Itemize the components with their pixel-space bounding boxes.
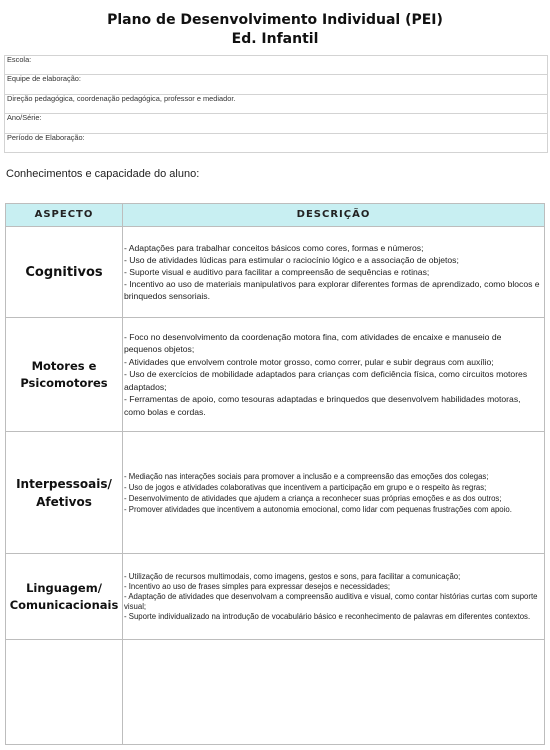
column-divider <box>122 204 123 744</box>
table-header <box>6 204 544 227</box>
info-field-team[interactable]: Equipe de elaboração: <box>5 75 547 94</box>
info-field-grade[interactable]: Ano/Série: <box>5 114 547 133</box>
aspects-table <box>5 203 545 745</box>
info-field-school[interactable]: Escola: <box>5 56 547 75</box>
description-cell <box>124 227 540 317</box>
description-item: - Adaptação de atividades que desenvolvam a compreensão auditiva e visual, como contar histórias curtas com suporte visual; <box>124 591 538 611</box>
description-cell <box>124 554 540 639</box>
description-cell[interactable] <box>124 640 540 744</box>
description-item: - Uso de atividades lúdicas para estimular o raciocínio lógico e a associação de objetos; <box>124 255 459 265</box>
info-field-period[interactable]: Período de Elaboração: <box>7 132 85 142</box>
info-field-direction[interactable]: Direção pedagógica, coordenação pedagógica, professor e mediador. <box>5 95 547 114</box>
aspect-cell: Cognitivos <box>25 264 103 280</box>
description-item: - Uso de exercícios de mobilidade adaptados para crianças com deficiência física, como circuitos motores adaptados; <box>124 369 528 392</box>
table-row <box>6 227 544 318</box>
description-item: - Ferramentas de apoio, como tesouras adaptadas e brinquedos que desenvolvem habilidades motoras, como bolas e cordas. <box>124 394 521 417</box>
table-row-empty <box>6 640 544 744</box>
description-item: - Suporte individualizado na introdução de vocabulário básico e reconhecimento de palavras em diferentes contextos. <box>124 611 531 621</box>
section-label: Conhecimentos e capacidade do aluno: <box>6 168 200 180</box>
aspect-cell: Interpessoais/ Afetivos <box>16 476 112 509</box>
description-item: - Promover atividades que incentivem a autonomia emocional, como lidar com pequenas frustrações com apoio. <box>124 504 512 514</box>
description-item: - Utilização de recursos multimodais, como imagens, gestos e sons, para facilitar a comunicação; <box>124 571 461 581</box>
description-item: - Adaptações para trabalhar conceitos básicos como cores, formas e números; <box>124 243 424 253</box>
description-item: - Atividades que envolvem controle motor grosso, como correr, pular e subir degraus com auxílio; <box>124 356 494 367</box>
description-item: - Suporte visual e auditivo para facilitar a compreensão de sequências e rotinas; <box>124 267 430 277</box>
info-form <box>4 55 548 153</box>
table-row <box>6 318 544 432</box>
description-item: - Mediação nas interações sociais para promover a inclusão e a compreensão das emoções dos colegas; <box>124 471 489 481</box>
aspect-cell: Motores e Psicomotores <box>20 358 108 390</box>
aspect-cell[interactable] <box>6 640 122 744</box>
header-description: DESCRIÇÃO <box>296 209 371 220</box>
description-cell <box>124 432 540 553</box>
aspect-cell: Linguagem/ Comunicacionais <box>9 580 119 612</box>
description-cell <box>124 318 540 431</box>
description-item: - Uso de jogos e atividades colaborativas que incentivem a participação em grupo e o respeito às regras; <box>124 482 487 492</box>
document-subtitle: Ed. Infantil <box>231 31 319 47</box>
table-row <box>6 554 544 640</box>
description-item: - Incentivo ao uso de frases simples para expressar desejos e necessidades; <box>124 581 391 591</box>
description-item: - Foco no desenvolvimento da coordenação motora fina, com atividades de encaixe e manuseio de pequenos objetos; <box>124 331 502 355</box>
document-title: Plano de Desenvolvimento Individual (PEI) <box>107 12 443 28</box>
description-item: - Desenvolvimento de atividades que ajudem a criança a reconhecer suas próprias emoções e as dos outros; <box>124 493 502 503</box>
header-aspect: ASPECTO <box>34 209 94 220</box>
description-item: - Incentivo ao uso de materiais manipulativos para explorar diferentes formas de aprendizado, como blocos e brinquedos sensoriais. <box>124 279 540 301</box>
table-row <box>6 432 544 554</box>
